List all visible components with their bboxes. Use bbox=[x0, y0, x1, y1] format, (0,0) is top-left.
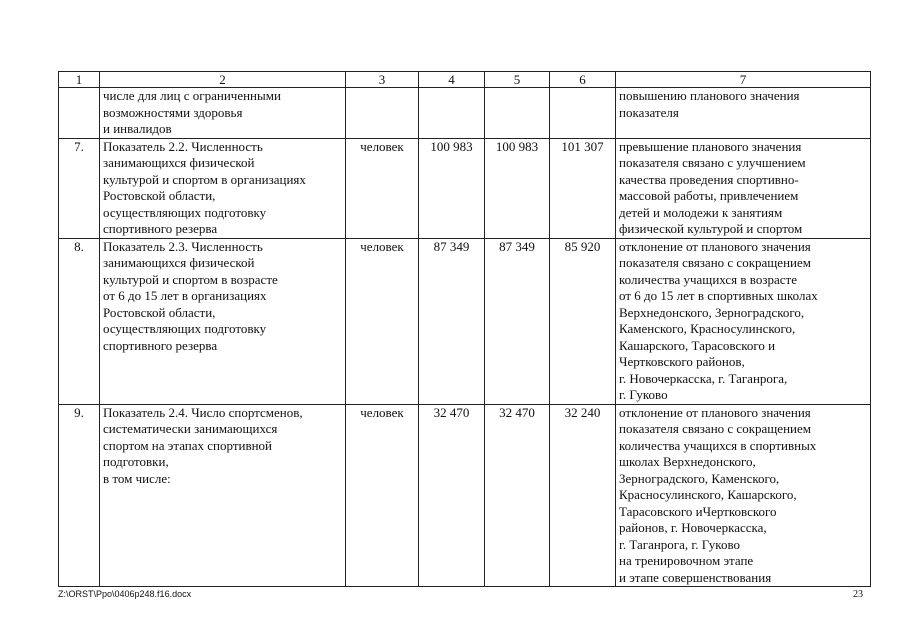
footer-file-path: Z:\ORST\Ppo\0406p248.f16.docx bbox=[58, 589, 192, 599]
note-line: отклонение от планового значения bbox=[619, 238, 811, 254]
note-line: Верхнедонского, Зерноградского, bbox=[619, 304, 805, 320]
column-header: 3 bbox=[346, 72, 419, 88]
note-line: Каменского, Красносулинского, bbox=[619, 321, 796, 336]
indicator-line: от 6 до 15 лет в организациях bbox=[103, 288, 267, 303]
indicator-line: занимающихся физической bbox=[103, 155, 255, 170]
value-cell bbox=[550, 88, 616, 139]
indicator-line: спортивного резерва bbox=[103, 221, 218, 236]
note-line: количества учащихся в возрасте bbox=[619, 271, 797, 287]
table-row bbox=[59, 404, 871, 587]
report-table bbox=[58, 71, 871, 587]
indicator-line: в том числе: bbox=[103, 470, 171, 486]
note-line: районов, г. Новочеркасска, bbox=[619, 520, 767, 535]
indicator-line: культурой и спортом в организациях bbox=[103, 171, 306, 187]
value-cell: 32 470 bbox=[485, 404, 550, 587]
note-cell bbox=[616, 404, 871, 587]
indicator-line: Показатель 2.3. Численность bbox=[103, 238, 263, 254]
indicator-cell bbox=[100, 404, 346, 587]
indicator-line: занимающихся физической bbox=[103, 255, 255, 270]
unit-cell: человек bbox=[346, 138, 419, 238]
note-line: Чертковского районов, bbox=[619, 354, 745, 369]
unit-cell: человек bbox=[346, 238, 419, 404]
note-line: на тренировочном этапе bbox=[619, 553, 754, 568]
row-number bbox=[59, 88, 100, 139]
note-cell bbox=[616, 238, 871, 404]
note-cell bbox=[616, 88, 871, 139]
value-cell bbox=[485, 88, 550, 139]
indicator-line: Показатель 2.2. Численность bbox=[103, 138, 263, 154]
note-line: повышению планового значения bbox=[619, 88, 800, 103]
note-line: от 6 до 15 лет в спортивных школах bbox=[619, 288, 818, 303]
value-cell: 32 470 bbox=[419, 404, 485, 587]
indicator-cell bbox=[100, 88, 346, 139]
unit-cell: человек bbox=[346, 404, 419, 587]
note-line: и этапе совершенствования bbox=[619, 569, 772, 585]
value-cell: 85 920 bbox=[550, 238, 616, 404]
indicator-line: культурой и спортом в возрасте bbox=[103, 271, 278, 287]
table-row bbox=[59, 138, 871, 238]
note-cell bbox=[616, 138, 871, 238]
value-cell bbox=[419, 88, 485, 139]
note-line: превышение планового значения bbox=[619, 138, 802, 154]
table-row bbox=[59, 88, 871, 139]
note-line: качества проведения спортивно- bbox=[619, 171, 799, 187]
note-line: массовой работы, привлечением bbox=[619, 188, 799, 203]
note-line: показателя bbox=[619, 104, 679, 120]
indicator-cell bbox=[100, 138, 346, 238]
indicator-line: Показатель 2.4. Число спортсменов, bbox=[103, 404, 303, 420]
header-row bbox=[59, 72, 871, 88]
column-header: 4 bbox=[419, 72, 485, 88]
note-line: Красносулинского, Кашарского, bbox=[619, 487, 797, 502]
value-cell: 87 349 bbox=[419, 238, 485, 404]
indicator-line: подготовки, bbox=[103, 454, 169, 469]
note-line: отклонение от планового значения bbox=[619, 404, 811, 420]
note-line: г. Новочеркасска, г. Таганрога, bbox=[619, 370, 788, 386]
note-line: Кашарского, Тарасовского и bbox=[619, 337, 776, 353]
indicator-line: спортом на этапах спортивной bbox=[103, 437, 273, 453]
note-line: показателя связано с сокращением bbox=[619, 255, 811, 270]
note-line: г. Таганрога, г. Гуково bbox=[619, 536, 741, 552]
indicator-line: систематически занимающихся bbox=[103, 421, 278, 436]
value-cell: 101 307 bbox=[550, 138, 616, 238]
value-cell: 100 983 bbox=[485, 138, 550, 238]
note-line: школах Верхнедонского, bbox=[619, 454, 756, 469]
indicator-cell bbox=[100, 238, 346, 404]
note-line: Зерноградского, Каменского, bbox=[619, 470, 780, 486]
indicator-line: Ростовской области, bbox=[103, 188, 216, 203]
column-header: 1 bbox=[59, 72, 100, 88]
indicator-line: возможностями здоровья bbox=[103, 104, 243, 120]
row-number: 8. bbox=[59, 238, 100, 404]
value-cell: 100 983 bbox=[419, 138, 485, 238]
unit-cell bbox=[346, 88, 419, 139]
row-number: 7. bbox=[59, 138, 100, 238]
note-line: показателя связано с улучшением bbox=[619, 155, 806, 170]
footer-page-number: 23 bbox=[853, 589, 863, 600]
indicator-line: осуществляющих подготовку bbox=[103, 321, 267, 336]
indicator-line: спортивного резерва bbox=[103, 337, 218, 353]
note-line: физической культурой и спортом bbox=[619, 221, 803, 236]
value-cell: 32 240 bbox=[550, 404, 616, 587]
row-number: 9. bbox=[59, 404, 100, 587]
indicator-line: Ростовской области, bbox=[103, 304, 216, 320]
note-line: количества учащихся в спортивных bbox=[619, 437, 817, 453]
indicator-line: числе для лиц с ограниченными bbox=[103, 88, 281, 103]
note-line: показателя связано с сокращением bbox=[619, 421, 811, 436]
column-header: 5 bbox=[485, 72, 550, 88]
column-header: 6 bbox=[550, 72, 616, 88]
note-line: детей и молодежи к занятиям bbox=[619, 204, 783, 220]
value-cell: 87 349 bbox=[485, 238, 550, 404]
table-row bbox=[59, 238, 871, 404]
column-header: 2 bbox=[100, 72, 346, 88]
note-line: Тарасовского иЧертковского bbox=[619, 503, 777, 519]
indicator-line: и инвалидов bbox=[103, 121, 172, 136]
note-line: г. Гуково bbox=[619, 387, 668, 402]
indicator-line: осуществляющих подготовку bbox=[103, 204, 267, 220]
column-header: 7 bbox=[616, 72, 871, 88]
